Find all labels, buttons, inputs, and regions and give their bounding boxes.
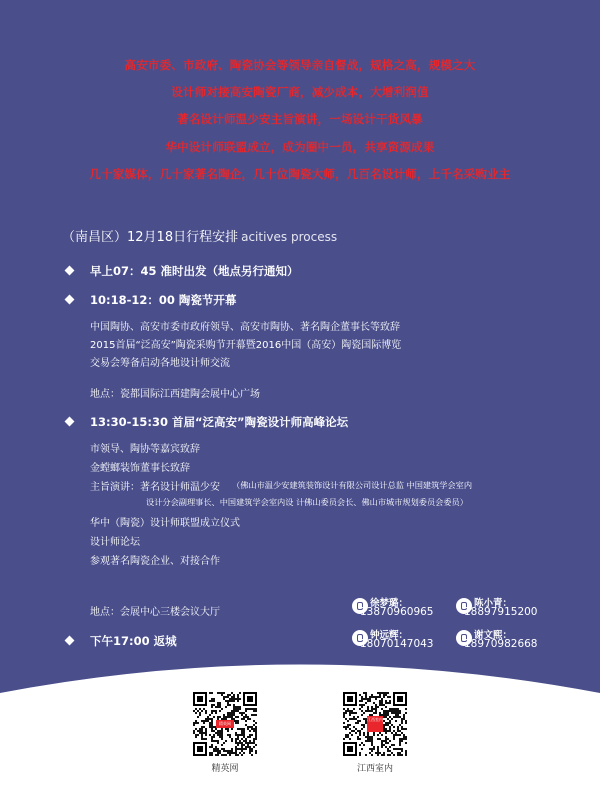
item2-line-2: 2015首届“泛高安”陶瓷采购节开幕暨2016中国（高安）陶瓷国际博览 xyxy=(90,340,402,351)
item3-speech-detail-1: （佛山市温少安建筑装饰设计有限公司设计总监 中国建筑学会室内 xyxy=(232,480,473,490)
contact-name: 谢文熙： xyxy=(474,630,513,641)
qr-code[interactable] xyxy=(343,692,407,756)
contact-name: 陈小青： xyxy=(474,598,513,609)
headline-1: 高安市委、市政府、陶瓷协会等领导亲自督战，规格之高，规模之大 xyxy=(124,58,476,72)
contact-phone[interactable]: 18897915200 xyxy=(464,606,538,618)
item3-location: 地点：会展中心三楼会议大厅 xyxy=(90,607,220,618)
item1-time: 早上07：45 准时出发（地点另行通知） xyxy=(90,264,299,278)
qr-caption: 江西室内 xyxy=(356,764,393,774)
item3-line-1: 市领导、陶协等嘉宾致辞 xyxy=(90,444,200,455)
item3-speech-label: 主旨演讲：著名设计师温少安 xyxy=(90,482,220,493)
item3-speech-detail-2: 设计分会副理事长、中国建筑学会室内设 计佛山委员会长、佛山市城市规划委员会委员） xyxy=(146,497,468,507)
item3-line-2: 金螳螂装饰董事长致辞 xyxy=(90,463,190,474)
headline-3: 著名设计师温少安主旨演讲，一场设计干货风暴 xyxy=(177,112,423,126)
headline-5: 几十家媒体，几十家著名陶企，几十位陶瓷大师，几百名设计师，上千名采购业主 xyxy=(89,167,511,181)
qr-center-label: 江西室内 xyxy=(367,716,383,732)
schedule-title-en: acitives process xyxy=(241,230,338,244)
item2-time: 10:18-12：00 陶瓷节开幕 xyxy=(90,293,237,307)
qr-code[interactable] xyxy=(193,692,257,756)
contact-phone[interactable]: 18070147043 xyxy=(360,638,434,650)
contact-phone[interactable]: 13870960965 xyxy=(360,606,434,618)
qr-caption: 精英网 xyxy=(211,764,239,774)
schedule-title xyxy=(62,226,337,245)
item2-line-1: 中国陶协、高安市委市政府领导、高安市陶协、著名陶企董事长等致辞 xyxy=(90,322,400,333)
item3-line-3: 华中（陶瓷）设计师联盟成立仪式 xyxy=(90,518,240,529)
item3-line-5: 参观著名陶瓷企业、对接合作 xyxy=(90,556,220,567)
contact-phone[interactable]: 18970982668 xyxy=(464,638,538,650)
item2-line-3: 交易会筹备启动各地设计师交流 xyxy=(90,358,230,369)
contact-name: 钟远辉： xyxy=(370,630,409,641)
item2-location: 地点：瓷都国际江西建陶会展中心广场 xyxy=(90,389,260,400)
item3-line-4: 设计师论坛 xyxy=(90,537,140,548)
headline-2: 设计师对接高安陶瓷厂商，减少成本，大增利润值 xyxy=(171,85,429,99)
item4-time: 下午17:00 返城 xyxy=(90,634,177,648)
headline-4: 华中设计师联盟成立，成为圈中一员，共享资源成果 xyxy=(165,140,435,154)
contact-name: 徐梦璐： xyxy=(370,598,409,609)
schedule-title-cn: （南昌区）12月18日行程安排 xyxy=(62,230,239,245)
item3-time: 13:30-15:30 首届“泛高安”陶瓷设计师高峰论坛 xyxy=(90,415,349,429)
qr-center-label: 精英网 xyxy=(216,720,234,728)
